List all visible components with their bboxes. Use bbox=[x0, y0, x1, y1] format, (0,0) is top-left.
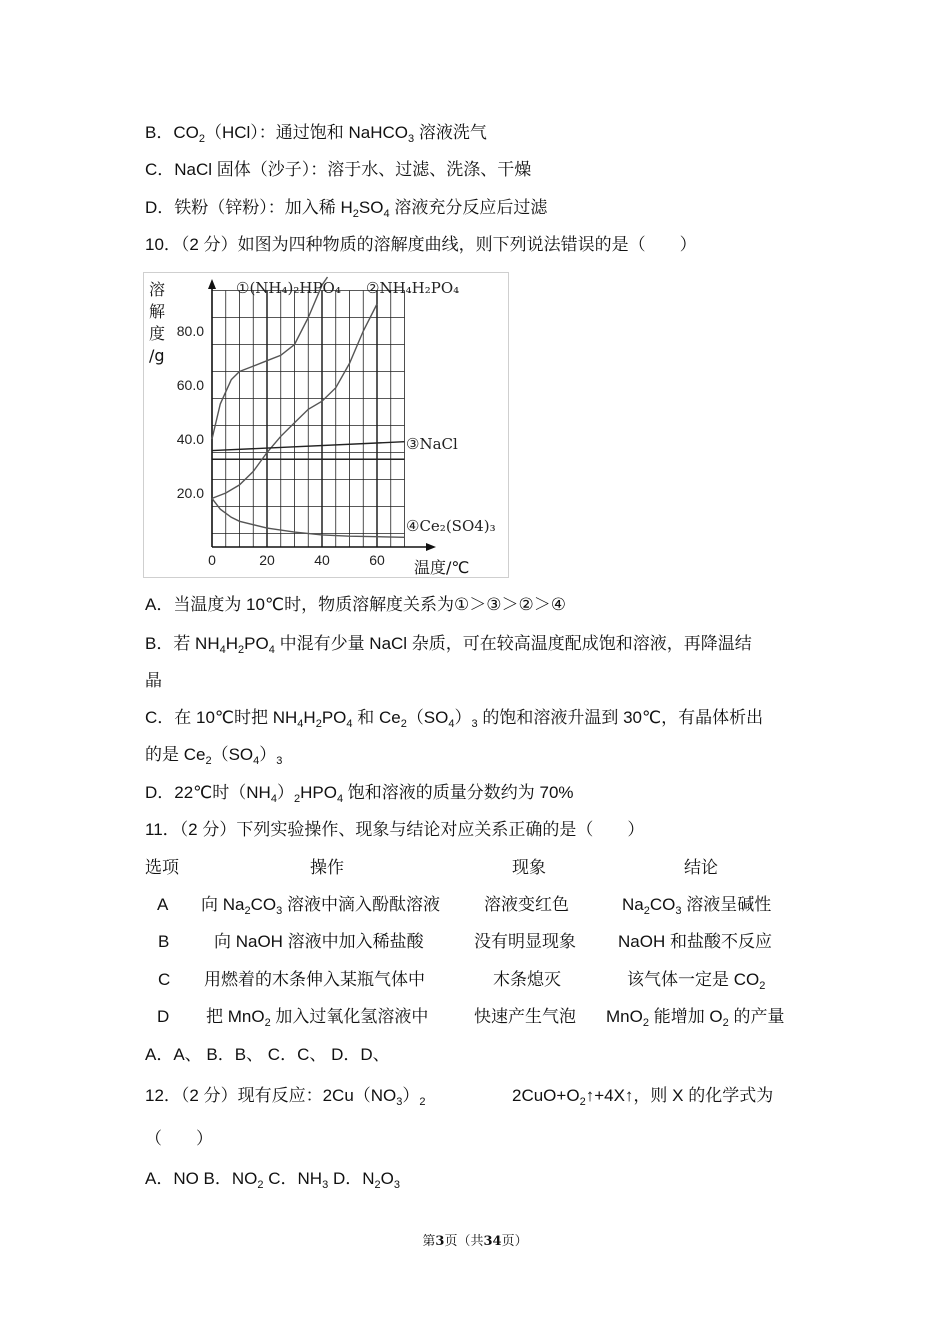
table-row-c-phenomenon: 木条熄灭 bbox=[493, 970, 561, 989]
table-header-option: 选项 bbox=[145, 858, 179, 877]
series-label-4: ④Ce₂(SO4)₃ bbox=[406, 517, 496, 535]
y-tick-label: 60.0 bbox=[176, 377, 204, 393]
q12-stem-right: $2CuO+O_2↑+4X↑$，则 X 的化学式为 bbox=[512, 1086, 774, 1108]
y-axis-label-char: 解 bbox=[149, 302, 166, 321]
q10-option-b-cont: 晶 bbox=[145, 671, 162, 690]
x-tick-label: 40 bbox=[314, 552, 330, 568]
table-row-c-conclusion: 该气体一定是 $CO_2$ bbox=[627, 970, 766, 992]
y-axis-label-char: /g bbox=[149, 346, 165, 365]
table-row-d-option: D bbox=[157, 1007, 170, 1026]
table-row-d-phenomenon: 快速产生气泡 bbox=[474, 1007, 576, 1026]
chart-grid bbox=[212, 291, 405, 548]
y-tick-label: 20.0 bbox=[176, 485, 204, 501]
x-axis-label: 温度/℃ bbox=[414, 558, 470, 577]
x-tick-label: 0 bbox=[208, 552, 216, 568]
q9-option-b: B．$CO_2(HCl)$：通过饱和 NaHCO$_3$ 溶液洗气 bbox=[145, 123, 487, 145]
table-row-a-phenomenon: 溶液变红色 bbox=[484, 895, 569, 914]
table-row-a-conclusion: $Na_2CO_3$ 溶液呈碱性 bbox=[622, 895, 772, 917]
table-row-d-operation: 把 MnO$_2$ 加入过氧化氢溶液中 bbox=[206, 1007, 429, 1029]
q12-stem-left: 12．（2 分）现有反应：$2Cu(NO_3)_2$ bbox=[145, 1086, 426, 1108]
solubility-chart-svg bbox=[144, 273, 510, 579]
q10-option-b: B．若 $NH_4H_2PO_4$ 中混有少量 NaCl 杂质，可在较高温度配成饱和溶液，再降温结 bbox=[145, 634, 752, 656]
table-row-b-option: B bbox=[158, 932, 170, 951]
series-label-1: ①(NH₄)₂HPO₄ bbox=[236, 279, 341, 297]
y-axis-label-char: 度 bbox=[149, 324, 166, 343]
series-label-2: ②NH₄H₂PO₄ bbox=[366, 279, 460, 297]
table-row-a-operation: 向 $Na_2CO_3$ 溶液中滴入酚酞溶液 bbox=[201, 895, 440, 917]
x-axis-arrow-icon bbox=[426, 543, 436, 551]
solubility-chart bbox=[143, 272, 509, 578]
q10-option-a: A．当温度为 10℃时，物质溶解度关系为①＞③＞②＞④ bbox=[145, 595, 567, 614]
q10-stem: 10．（2 分）如图为四种物质的溶解度曲线，则下列说法错误的是（ ） bbox=[145, 235, 697, 254]
x-tick-label: 60 bbox=[369, 552, 385, 568]
y-tick-label: 80.0 bbox=[176, 323, 204, 339]
x-tick-label: 20 bbox=[259, 552, 275, 568]
table-row-b-conclusion: NaOH 和盐酸不反应 bbox=[618, 932, 772, 951]
q10-option-c-cont: 的是 $Ce_2(SO_4)_3$ bbox=[145, 745, 283, 767]
table-header-operation: 操作 bbox=[310, 858, 344, 877]
q9-option-d: D．铁粉（锌粉）：加入稀 $H_2SO_4$ 溶液充分反应后过滤 bbox=[145, 198, 548, 220]
table-row-b-operation: 向 NaOH 溶液中加入稀盐酸 bbox=[214, 932, 424, 951]
table-header-phenomenon: 现象 bbox=[512, 858, 546, 877]
page-footer: 第3页（共34页） bbox=[422, 1234, 528, 1249]
table-row-c-operation: 用燃着的木条伸入某瓶气体中 bbox=[204, 970, 425, 989]
y-axis-label-char: 溶 bbox=[149, 280, 166, 299]
q12-options: A．NO B．$NO_2$ C．$NH_3$ D．$N_2O_3$ bbox=[145, 1169, 400, 1191]
y-axis-arrow-icon bbox=[208, 279, 216, 289]
q9-option-c: C．NaCl 固体（沙子）：溶于水、过滤、洗涤、干燥 bbox=[145, 160, 532, 179]
q10-option-c: C．在 10℃时把 $NH_4H_2PO_4$ 和 $Ce_2(SO_4)_3$ 的饱和溶液升温到 30℃，有晶体析出 bbox=[145, 708, 764, 730]
table-header-conclusion: 结论 bbox=[684, 858, 718, 877]
table-row-b-phenomenon: 没有明显现象 bbox=[474, 932, 576, 951]
q11-stem: 11．（2 分）下列实验操作、现象与结论对应关系正确的是（ ） bbox=[145, 820, 645, 839]
q12-answer-paren: （ ） bbox=[145, 1129, 213, 1148]
series-line-1 bbox=[212, 277, 328, 439]
table-row-c-option: C bbox=[158, 970, 171, 989]
table-row-a-option: A bbox=[157, 895, 169, 914]
table-row-d-conclusion: MnO$_2$ 能增加 $O_2$ 的产量 bbox=[606, 1007, 785, 1029]
series-label-3: ③NaCl bbox=[406, 435, 458, 453]
q11-answer-options: A．A、 B．B、 C．C、 D．D、 bbox=[145, 1045, 390, 1064]
q10-option-d: D．22℃时$(NH_4)_2HPO_4$ 饱和溶液的质量分数约为 70% bbox=[145, 783, 574, 805]
y-tick-label: 40.0 bbox=[176, 431, 204, 447]
